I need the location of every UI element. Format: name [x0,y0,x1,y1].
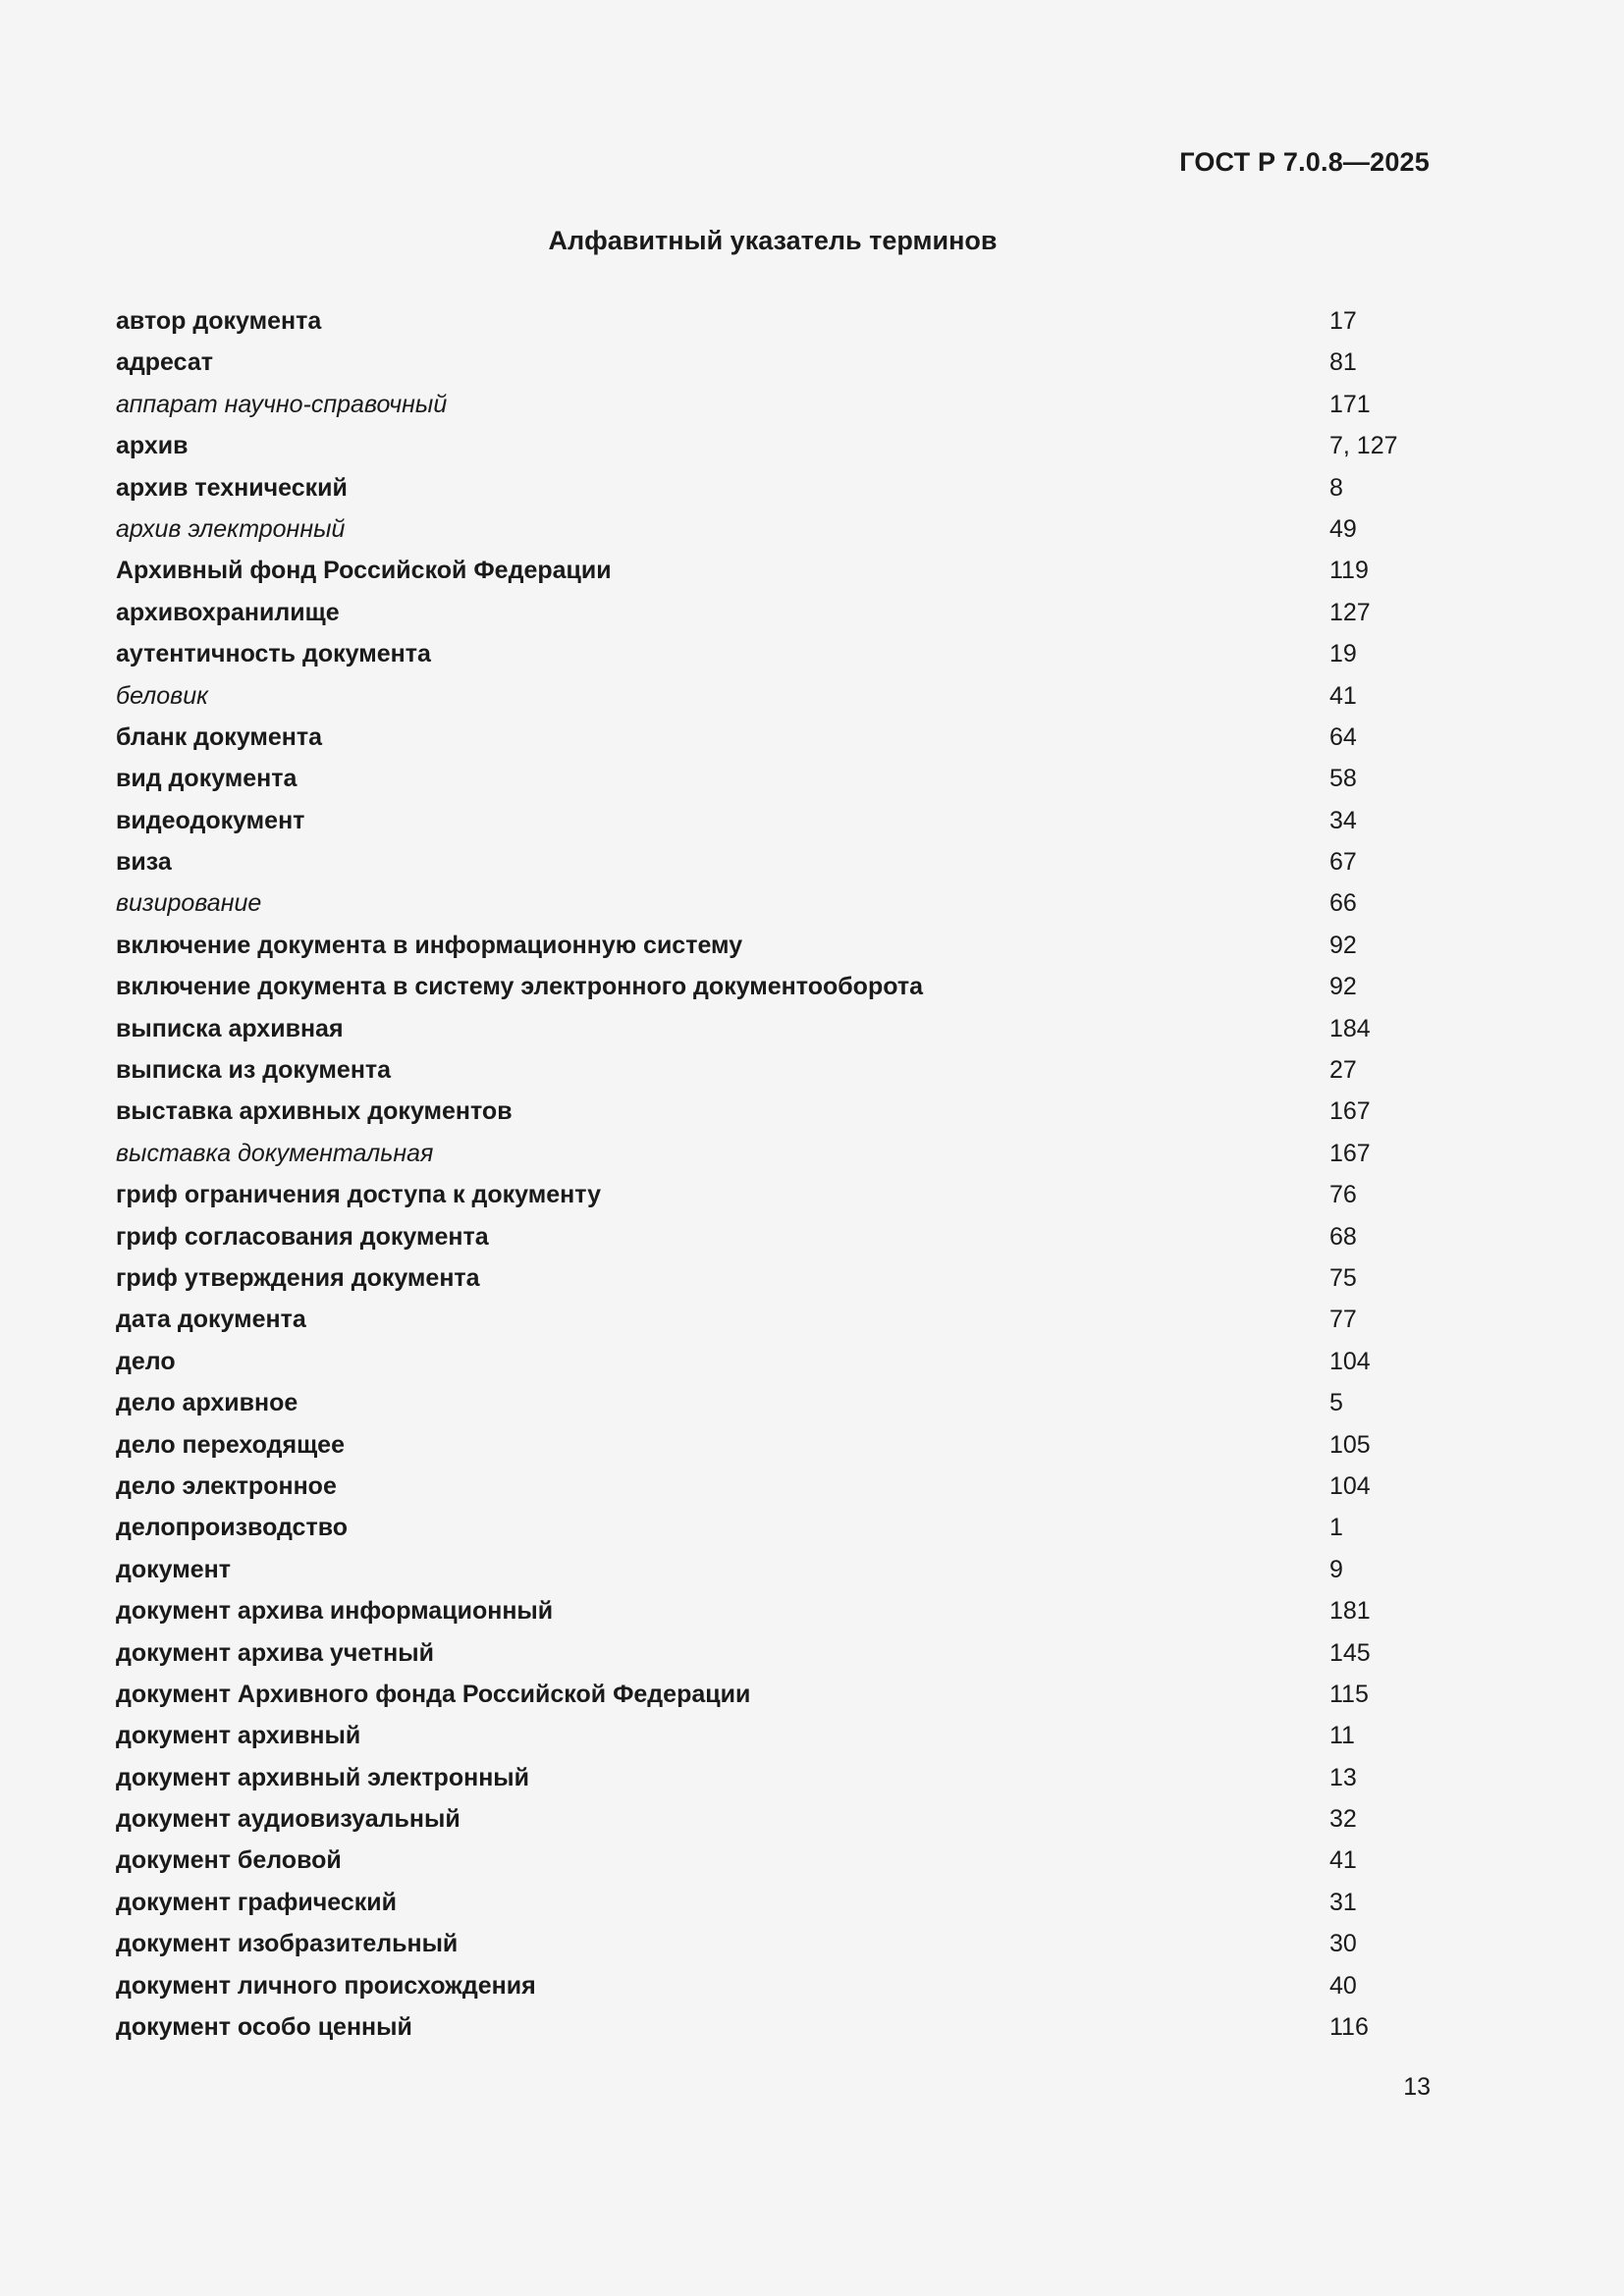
index-term: выставка архивных документов [116,1097,513,1126]
index-term-reference: 104 [1329,1471,1371,1500]
index-entry [116,384,1451,425]
index-entry [116,550,1451,591]
index-entry [116,1590,1451,1631]
index-term-reference: 49 [1329,514,1357,543]
index-entry [116,1216,1451,1257]
index-term-reference: 67 [1329,848,1357,877]
index-term: аутентичность документа [116,640,431,668]
index-term: гриф согласования документа [116,1222,489,1251]
index-term: архивохранилище [116,598,340,626]
index-term-reference: 127 [1329,598,1371,626]
index-term-reference: 75 [1329,1263,1357,1292]
index-term-reference: 66 [1329,889,1357,918]
index-entry [116,467,1451,508]
index-term: выписка архивная [116,1014,344,1042]
index-term-reference: 5 [1329,1389,1343,1417]
index-term: документ графический [116,1888,397,1916]
index-term: документ архивный [116,1722,361,1750]
index-entry [116,1341,1451,1382]
index-entry [116,633,1451,674]
index-term-reference: 104 [1329,1347,1371,1375]
index-entry [116,882,1451,924]
index-entry [116,508,1451,550]
index-entry [116,1257,1451,1299]
index-term: дело переходящее [116,1430,345,1459]
document-code: ГОСТ Р 7.0.8—2025 [1179,147,1430,177]
index-entry [116,1507,1451,1548]
index-term: делопроизводство [116,1514,349,1542]
index-term: документ архивный электронный [116,1763,530,1791]
index-term: выставка документальная [116,1139,434,1167]
page-number: 13 [1403,2073,1431,2101]
index-term-reference: 77 [1329,1306,1357,1334]
term-index-list [116,300,1451,2048]
index-term: автор документа [116,307,322,335]
index-term-reference: 92 [1329,973,1357,1001]
index-entry [116,800,1451,841]
index-entry [116,1424,1451,1466]
index-entry [116,300,1451,342]
index-entry [116,1840,1451,1881]
index-term-reference: 116 [1329,2013,1369,2042]
index-term-reference: 17 [1329,307,1357,335]
index-term: документ Архивного фонда Российской Федерации [116,1680,751,1708]
index-term-reference: 8 [1329,473,1343,502]
index-term-reference: 32 [1329,1805,1357,1834]
index-entry [116,1674,1451,1715]
index-term: документ аудиовизуальный [116,1805,460,1834]
index-term: гриф ограничения доступа к документу [116,1181,602,1209]
index-term: архив технический [116,473,348,502]
index-term-reference: 105 [1329,1430,1371,1459]
index-term: виза [116,848,172,877]
index-term: документ беловой [116,1846,342,1875]
index-term: гриф утверждения документа [116,1263,480,1292]
index-term: аппарат научно-справочный [116,390,448,418]
index-entry [116,1923,1451,1964]
index-term-reference: 68 [1329,1222,1357,1251]
index-term-reference: 7, 127 [1329,432,1398,460]
index-term-reference: 13 [1329,1763,1357,1791]
index-term-reference: 58 [1329,765,1357,793]
index-term: документ особо ценный [116,2013,412,2042]
index-term: документ архива информационный [116,1597,554,1626]
index-term: адресат [116,348,213,377]
index-term: архив [116,432,189,460]
index-entry [116,675,1451,717]
index-term-reference: 31 [1329,1888,1357,1916]
index-term-reference: 9 [1329,1555,1343,1583]
index-entry [116,1008,1451,1049]
index-term-reference: 11 [1329,1722,1355,1750]
index-entry [116,1299,1451,1340]
index-entry [116,1715,1451,1756]
index-entry [116,717,1451,758]
index-entry [116,592,1451,633]
index-term: бланк документа [116,722,323,751]
index-entry [116,1091,1451,1132]
index-term: включение документа в систему электронного документооборота [116,973,924,1001]
index-term-reference: 119 [1329,557,1369,585]
index-term: беловик [116,681,208,710]
index-term-reference: 145 [1329,1638,1371,1667]
index-term-reference: 115 [1329,1680,1369,1708]
index-term-reference: 41 [1329,1846,1357,1875]
index-entry [116,1133,1451,1174]
index-term-reference: 81 [1329,348,1357,377]
index-entry [116,758,1451,799]
index-term-reference: 167 [1329,1139,1371,1167]
index-term-reference: 1 [1329,1514,1343,1542]
index-term-reference: 167 [1329,1097,1371,1126]
index-term-reference: 184 [1329,1014,1371,1042]
index-term: визирование [116,889,262,918]
index-term-reference: 19 [1329,640,1357,668]
index-term-reference: 76 [1329,1181,1357,1209]
index-entry [116,1882,1451,1923]
index-entry [116,1549,1451,1590]
index-term: Архивный фонд Российской Федерации [116,557,612,585]
index-term-reference: 30 [1329,1930,1357,1958]
index-term-reference: 171 [1329,390,1371,418]
index-term-reference: 92 [1329,931,1357,959]
index-entry [116,966,1451,1007]
index-term-reference: 34 [1329,806,1357,834]
index-entry [116,2006,1451,2048]
index-term: архив электронный [116,514,346,543]
index-term-reference: 40 [1329,1971,1357,2000]
index-term: видеодокумент [116,806,305,834]
index-term: документ изобразительный [116,1930,459,1958]
index-term-reference: 181 [1329,1597,1371,1626]
index-term: вид документа [116,765,298,793]
index-entry [116,1965,1451,2006]
index-entry [116,1798,1451,1840]
index-term: включение документа в информационную систему [116,931,743,959]
index-term-reference: 41 [1329,681,1357,710]
index-term-reference: 27 [1329,1056,1357,1085]
index-entry [116,1174,1451,1215]
index-entry [116,1382,1451,1423]
index-entry [116,425,1451,466]
index-term: документ личного происхождения [116,1971,536,2000]
index-entry [116,1049,1451,1091]
index-term: выписка из документа [116,1056,392,1085]
index-term: дело [116,1347,176,1375]
index-term: дело архивное [116,1389,298,1417]
index-entry [116,925,1451,966]
index-entry [116,342,1451,383]
index-title: Алфавитный указатель терминов [548,226,998,255]
index-term: дата документа [116,1306,306,1334]
index-term: документ [116,1555,231,1583]
index-term: дело электронное [116,1471,337,1500]
index-entry [116,1757,1451,1798]
index-term-reference: 64 [1329,722,1357,751]
index-entry [116,1632,1451,1674]
index-term: документ архива учетный [116,1638,434,1667]
index-entry [116,1466,1451,1507]
index-entry [116,841,1451,882]
